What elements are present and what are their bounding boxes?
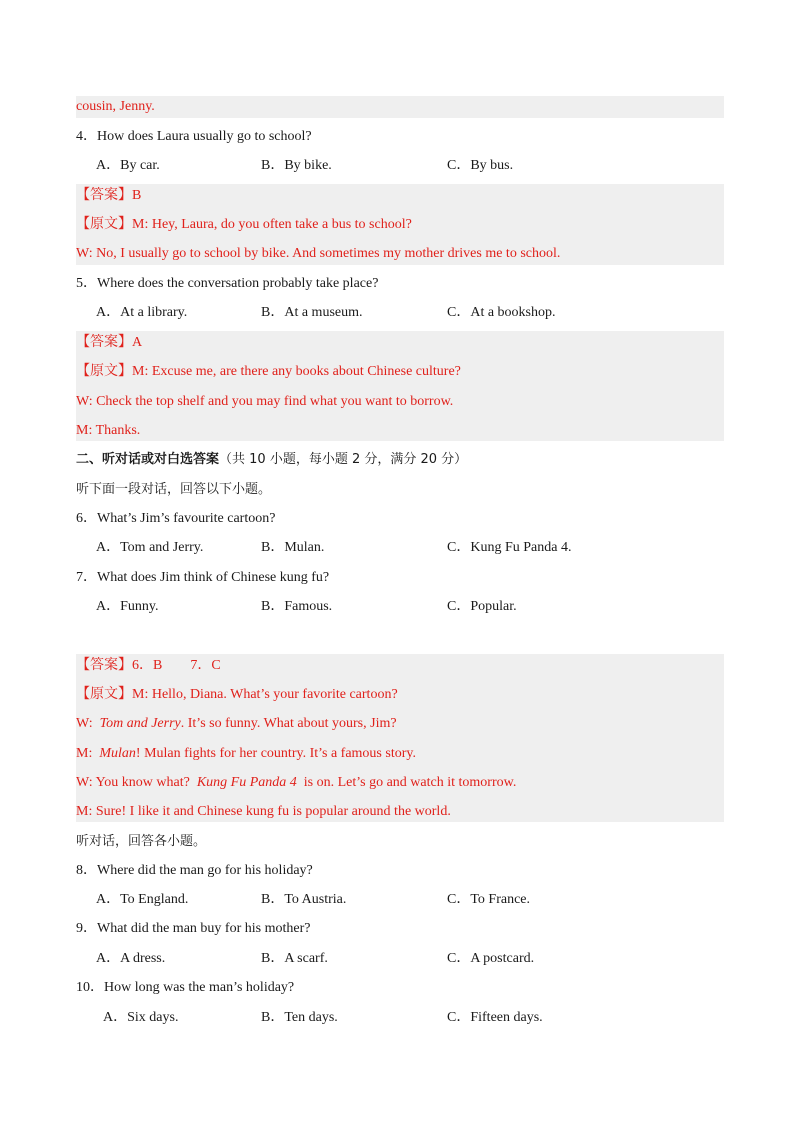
question-5: 5．Where does the conversation probably take place?	[76, 276, 379, 291]
section-2-heading	[76, 449, 724, 471]
answer-6-7: 【答案】6．B 7．C	[76, 658, 221, 673]
speaker: W: You know what?	[76, 775, 197, 790]
option-b: B．By bike.	[261, 158, 332, 173]
speaker: W:	[76, 716, 100, 731]
section-2-instruction: 听下面一段对话，回答以下小题。	[76, 482, 272, 497]
question-7-options	[76, 596, 724, 618]
script-5-line-2: W: Check the top shelf and you may find what you want to borrow.	[76, 394, 454, 409]
question-6: 6．What’s Jim’s favourite cartoon?	[76, 511, 276, 526]
script-67-line-3	[76, 743, 724, 765]
question-4: 4．How does Laura usually go to school?	[76, 129, 312, 144]
script-text: M: Excuse me, are there any books about Chinese culture?	[132, 364, 461, 379]
question-6-options	[76, 537, 724, 559]
script-text: M: Hello, Diana. What’s your favorite cartoon?	[132, 687, 398, 702]
option-c: C．Kung Fu Panda 4.	[447, 540, 572, 555]
question-8: 8．Where did the man go for his holiday?	[76, 863, 313, 878]
option-b: B．Ten days.	[261, 1010, 338, 1025]
script-text: is on. Let’s go and watch it tomorrow.	[296, 775, 517, 790]
option-a: A．To England.	[96, 892, 189, 907]
option-a: A．Tom and Jerry.	[96, 540, 204, 555]
section-2-instruction-2: 听对话，回答各小题。	[76, 834, 207, 849]
script-text: ! Mulan fights for her country. It’s a famous story.	[135, 746, 416, 761]
answer-4: 【答案】B	[76, 188, 142, 203]
answer-block-shade	[76, 654, 724, 822]
script-67-line-1	[76, 684, 724, 706]
option-b: B．A scarf.	[261, 951, 328, 966]
script-label: 【原文】	[76, 217, 132, 232]
option-c: C．By bus.	[447, 158, 514, 173]
option-b: B．At a museum.	[261, 305, 363, 320]
section-note: （共 10 小题，每小题 2 分，满分 20 分）	[219, 452, 468, 467]
script-5-line-3: M: Thanks.	[76, 423, 141, 438]
question-4-options	[76, 155, 724, 177]
question-9-options	[76, 948, 724, 970]
script-67-line-4	[76, 772, 724, 794]
option-c: C．Fifteen days.	[447, 1010, 543, 1025]
script-67-line-5: M: Sure! I like it and Chinese kung fu is popular around the world.	[76, 804, 451, 819]
question-10-options	[76, 1007, 724, 1029]
script-label: 【原文】	[76, 364, 132, 379]
section-title: 二、听对话或对白选答案	[76, 452, 220, 467]
option-c: C．At a bookshop.	[447, 305, 556, 320]
answer-5: 【答案】A	[76, 335, 143, 350]
question-10: 10．How long was the man’s holiday?	[76, 980, 295, 995]
option-b: B．To Austria.	[261, 892, 347, 907]
option-c: C．To France.	[447, 892, 531, 907]
option-b: B．Famous.	[261, 599, 333, 614]
script-text: . It’s so funny. What about yours, Jim?	[180, 716, 397, 731]
script-5-line-1	[76, 361, 724, 383]
question-9: 9．What did the man buy for his mother?	[76, 921, 311, 936]
question-8-options	[76, 889, 724, 911]
option-a: A．Funny.	[96, 599, 159, 614]
option-c: C．Popular.	[447, 599, 517, 614]
option-a: A．Six days.	[103, 1010, 179, 1025]
cartoon-title: Kung Fu Panda 4	[196, 775, 297, 790]
cartoon-title: Tom and Jerry	[99, 716, 181, 731]
script-text: M: Hey, Laura, do you often take a bus to school?	[132, 217, 412, 232]
option-c: C．A postcard.	[447, 951, 535, 966]
intro-tail: cousin, Jenny.	[76, 99, 155, 114]
script-label: 【原文】	[76, 687, 132, 702]
question-5-options	[76, 302, 724, 324]
question-7: 7．What does Jim think of Chinese kung fu?	[76, 570, 330, 585]
option-a: A．At a library.	[96, 305, 188, 320]
option-b: B．Mulan.	[261, 540, 325, 555]
speaker: M:	[76, 746, 100, 761]
cartoon-title: Mulan	[99, 746, 136, 761]
script-4-line-1	[76, 214, 724, 236]
option-a: A．By car.	[96, 158, 160, 173]
script-4-line-2: W: No, I usually go to school by bike. And sometimes my mother drives me to school.	[76, 246, 561, 261]
option-a: A．A dress.	[96, 951, 166, 966]
script-67-line-2	[76, 713, 724, 735]
